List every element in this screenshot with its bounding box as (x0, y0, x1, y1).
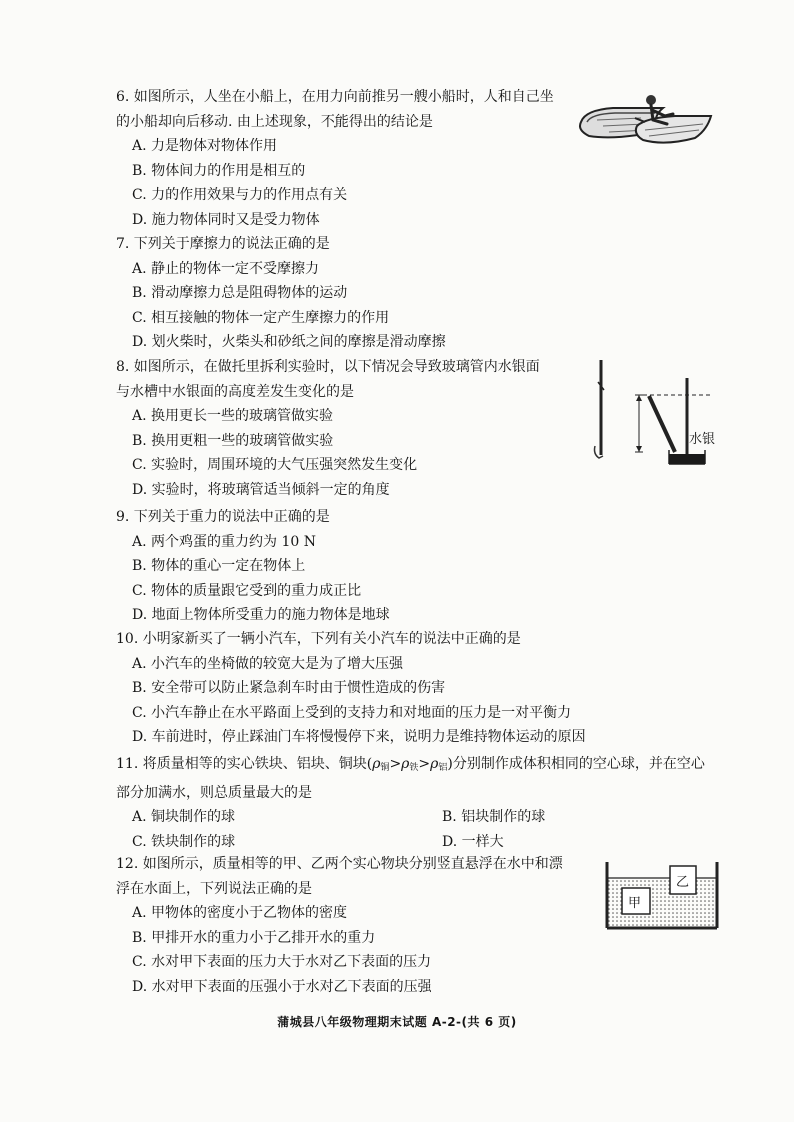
q6-option-c: C. 力的作用效果与力的作用点有关 (132, 187, 348, 203)
floating-blocks-figure (604, 860, 722, 930)
q12-option-a: A. 甲物体的密度小于乙物体的密度 (132, 905, 348, 921)
q10-option-c: C. 小汽车静止在水平路面上受到的支持力和对地面的压力是一对平衡力 (132, 704, 572, 721)
q8-option-c: C. 实验时，周围环境的大气压强突然发生变化 (132, 457, 418, 473)
q9-option-b: B. 物体的重心一定在物体上 (132, 558, 306, 574)
question-7 (116, 232, 446, 355)
q12-option-b: B. 甲排开水的重力小于乙排开水的重力 (132, 929, 376, 946)
q12-option-d: D. 水对甲下表面的压强小于水对乙下表面的压强 (132, 978, 432, 995)
q11-stem-line2: 部分加满水，则总质量最大的是 (116, 784, 312, 801)
q11-option-a: A. 铜块制作的球 (132, 809, 236, 825)
q9-option-d: D. 地面上物体所受重力的施力物体是地球 (132, 607, 390, 623)
q9-stem: 9. 下列关于重力的说法中正确的是 (116, 509, 330, 525)
question-9 (116, 505, 390, 628)
q8-stem-line2: 与水槽中水银面的高度差发生变化的是 (116, 383, 354, 400)
question-11 (116, 752, 752, 854)
q11-stem-line1: 11. 将质量相等的实心铁块、铝块、铜块$(\rho_铜>\rho_铁>\rho_铝)$分别制作成体积相同的空心球，并在空心 (116, 756, 705, 773)
q7-option-a: A. 静止的物体一定不受摩擦力 (132, 260, 320, 277)
q11-options-row2 (116, 830, 752, 855)
q10-option-d: D. 车前进时，停止踩油门车将慢慢停下来，说明力是维持物体运动的原因 (132, 729, 586, 745)
question-12 (116, 852, 563, 999)
q11-options-row1 (116, 805, 752, 830)
q6-option-a: A. 力是物体对物体作用 (132, 138, 278, 154)
question-8 (116, 355, 540, 502)
q8-stem-line1: 8. 如图所示，在做托里拆利实验时，以下情况会导致玻璃管内水银面 (116, 359, 540, 375)
block-jia-label: 甲 (628, 896, 642, 911)
q6-stem-line1: 6. 如图所示，人坐在小船上，在用力向前推另一艘小船时，人和自己坐 (116, 89, 554, 105)
q9-option-c: C. 物体的质量跟它受到的重力成正比 (132, 582, 362, 599)
question-6 (116, 85, 554, 232)
q6-option-b: B. 物体间力的作用是相互的 (132, 162, 306, 179)
q7-option-c: C. 相互接触的物体一定产生摩擦力的作用 (132, 309, 390, 326)
q8-option-a: A. 换用更长一些的玻璃管做实验 (132, 408, 334, 424)
boat-figure (575, 92, 715, 154)
q12-option-c: C. 水对甲下表面的压力大于水对乙下表面的压力 (132, 954, 432, 970)
q7-option-d: D. 划火柴时，火柴头和砂纸之间的摩擦是滑动摩擦 (132, 334, 446, 350)
torricelli-figure (585, 350, 725, 475)
q6-stem-line2: 的小船却向后移动. 由上述现象，不能得出的结论是 (116, 113, 433, 130)
q6-emphasis-word: 不能 (320, 113, 349, 130)
q10-option-b: B. 安全带可以防止紧急刹车时由于惯性造成的伤害 (132, 680, 446, 696)
q7-stem: 7. 下列关于摩擦力的说法正确的是 (116, 236, 330, 252)
page-footer: 蒲城县八年级物理期末试题 A-2-(共 6 页) (277, 1015, 517, 1029)
q9-option-a: A. 两个鸡蛋的重力约为 10 N (132, 533, 316, 550)
q11-option-b: B. 铝块制作的球 (442, 809, 546, 825)
q11-option-c: C. 铁块制作的球 (132, 833, 236, 850)
q8-option-b: B. 换用更粗一些的玻璃管做实验 (132, 432, 334, 449)
mercury-label: 水银 (689, 432, 716, 447)
q10-option-a: A. 小汽车的坐椅做的较宽大是为了增大压强 (132, 655, 404, 672)
q10-stem: 10. 小明家新买了一辆小汽车，下列有关小汽车的说法中正确的是 (116, 631, 521, 647)
q11-option-d: D. 一样大 (442, 833, 504, 850)
q7-option-b: B. 滑动摩擦力总是阻碍物体的运动 (132, 285, 348, 301)
q12-stem-line1: 12. 如图所示，质量相等的甲、乙两个实心物块分别竖直悬浮在水中和漂 (116, 856, 563, 872)
q6-option-d: D. 施力物体同时又是受力物体 (132, 211, 320, 228)
q8-option-d: D. 实验时，将玻璃管适当倾斜一定的角度 (132, 481, 390, 498)
block-yi-label: 乙 (676, 875, 690, 890)
q12-stem-line2: 浮在水面上，下列说法正确的是 (116, 880, 312, 897)
question-10 (116, 627, 586, 750)
